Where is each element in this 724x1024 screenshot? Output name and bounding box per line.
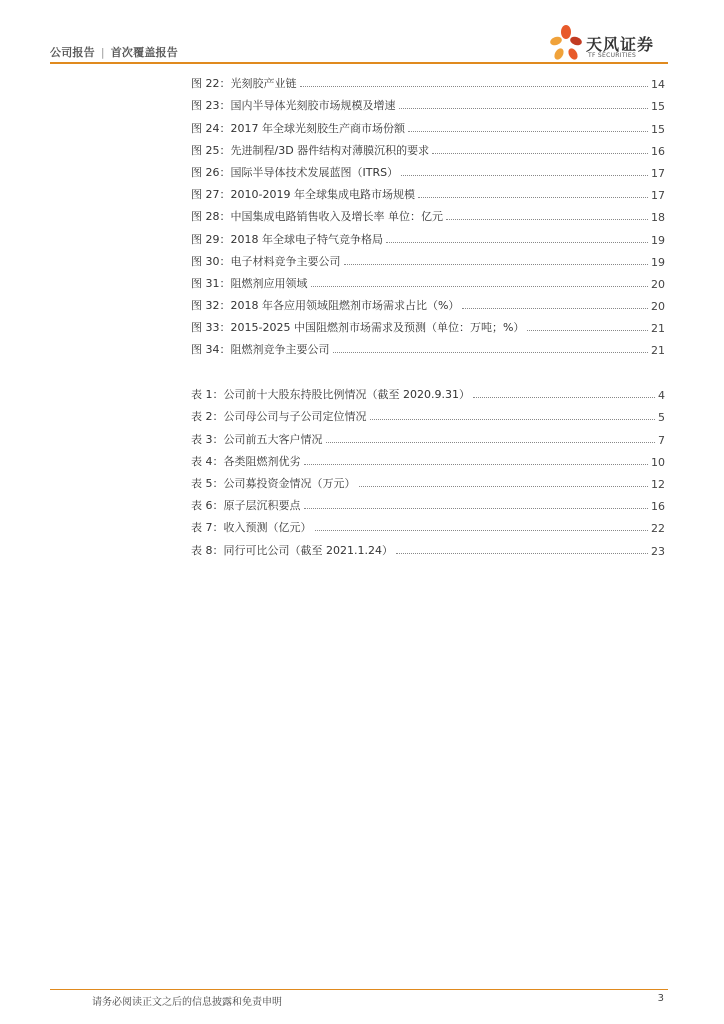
entry-label: 表 2：公司母公司与子公司定位情况 xyxy=(191,410,367,424)
leader-dots xyxy=(386,242,648,243)
entry-page: 17 xyxy=(651,189,665,203)
entry-label: 表 3：公司前五大客户情况 xyxy=(191,432,323,446)
entry-page: 19 xyxy=(651,233,665,247)
figure-entry[interactable] xyxy=(191,180,665,202)
leader-dots xyxy=(473,397,655,398)
figure-entry[interactable] xyxy=(191,291,665,313)
figure-entry[interactable] xyxy=(191,158,665,180)
entry-label: 图 31：阻燃剂应用领域 xyxy=(191,276,308,290)
table-entry[interactable] xyxy=(191,535,665,557)
entry-page: 10 xyxy=(651,455,665,469)
entry-page: 20 xyxy=(651,277,665,291)
entry-page: 20 xyxy=(651,300,665,314)
entry-page: 7 xyxy=(658,433,665,447)
brand-name-en: TF SECURITIES xyxy=(588,52,637,59)
table-entry[interactable] xyxy=(191,424,665,446)
entry-page: 15 xyxy=(651,100,665,114)
header-rule xyxy=(50,62,668,64)
footer-rule xyxy=(50,989,668,990)
brand-logo xyxy=(548,22,668,66)
entry-page: 4 xyxy=(658,389,665,403)
page-number: 3 xyxy=(657,993,664,1004)
figure-entry[interactable] xyxy=(191,136,665,158)
table-entry[interactable] xyxy=(191,447,665,469)
entry-label: 表 4：各类阻燃剂优劣 xyxy=(191,454,301,468)
report-subcategory: 首次覆盖报告 xyxy=(110,46,178,59)
leader-dots xyxy=(344,264,649,265)
table-entry[interactable] xyxy=(191,469,665,491)
leader-dots xyxy=(315,530,649,531)
entry-page: 5 xyxy=(658,411,665,425)
leader-dots xyxy=(359,486,649,487)
leader-dots xyxy=(418,197,648,198)
leader-dots xyxy=(446,219,648,220)
leader-dots xyxy=(304,464,649,465)
entry-label: 图 33：2015-2025 中国阻燃剂市场需求及预测（单位：万吨；%） xyxy=(191,321,525,335)
leader-dots xyxy=(300,86,649,87)
report-type xyxy=(50,44,178,60)
figure-entry[interactable] xyxy=(191,113,665,135)
entry-label: 图 27：2010-2019 年全球集成电路市场规模 xyxy=(191,188,415,202)
table-index xyxy=(191,380,665,558)
table-entry[interactable] xyxy=(191,380,665,402)
header-separator: | xyxy=(100,46,105,59)
entry-label: 图 28：中国集成电路销售收入及增长率 单位：亿元 xyxy=(191,210,443,224)
figure-entry[interactable] xyxy=(191,247,665,269)
figure-entry[interactable] xyxy=(191,91,665,113)
leader-dots xyxy=(401,175,648,176)
entry-page: 21 xyxy=(651,322,665,336)
leader-dots xyxy=(396,553,648,554)
leader-dots xyxy=(399,108,649,109)
entry-page: 23 xyxy=(651,544,665,558)
figure-entry[interactable] xyxy=(191,335,665,357)
table-entry[interactable] xyxy=(191,402,665,424)
leader-dots xyxy=(326,442,656,443)
entry-page: 17 xyxy=(651,166,665,180)
table-entry[interactable] xyxy=(191,513,665,535)
entry-page: 12 xyxy=(651,477,665,491)
leader-dots xyxy=(370,419,656,420)
entry-label: 图 23：国内半导体光刻胶市场规模及增速 xyxy=(191,99,396,113)
entry-label: 图 24：2017 年全球光刻胶生产商市场份额 xyxy=(191,121,405,135)
entry-label: 表 7：收入预测（亿元） xyxy=(191,521,312,535)
flower-logo-icon xyxy=(548,24,584,64)
entry-page: 22 xyxy=(651,522,665,536)
entry-page: 15 xyxy=(651,122,665,136)
entry-label: 表 8：同行可比公司（截至 2021.1.24） xyxy=(191,543,393,557)
figure-entry[interactable] xyxy=(191,269,665,291)
entry-label: 图 22：光刻胶产业链 xyxy=(191,77,297,91)
leader-dots xyxy=(462,308,648,309)
leader-dots xyxy=(527,330,648,331)
figure-entry[interactable] xyxy=(191,224,665,246)
entry-label: 图 29：2018 年全球电子特气竞争格局 xyxy=(191,232,383,246)
figure-entry[interactable] xyxy=(191,69,665,91)
leader-dots xyxy=(408,131,648,132)
brand-name: 天风证券 xyxy=(586,35,655,54)
entry-page: 19 xyxy=(651,255,665,269)
leader-dots xyxy=(304,508,649,509)
leader-dots xyxy=(432,153,648,154)
entry-label: 图 34：阻燃剂竞争主要公司 xyxy=(191,343,330,357)
leader-dots xyxy=(311,286,649,287)
entry-label: 图 30：电子材料竞争主要公司 xyxy=(191,254,341,268)
entry-label: 图 32：2018 年各应用领域阻燃剂市场需求占比（%） xyxy=(191,299,460,313)
entry-label: 表 1：公司前十大股东持股比例情况（截至 2020.9.31） xyxy=(191,388,470,402)
entry-page: 14 xyxy=(651,78,665,92)
table-entry[interactable] xyxy=(191,491,665,513)
figure-index xyxy=(191,69,665,357)
entry-label: 表 6：原子层沉积要点 xyxy=(191,499,301,513)
entry-label: 图 26：国际半导体技术发展蓝图（ITRS） xyxy=(191,165,399,179)
entry-page: 18 xyxy=(651,211,665,225)
footer-disclaimer: 请务必阅读正文之后的信息披露和免责申明 xyxy=(92,997,282,1008)
leader-dots xyxy=(333,352,649,353)
figure-entry[interactable] xyxy=(191,202,665,224)
entry-page: 21 xyxy=(651,344,665,358)
entry-label: 表 5：公司募投资金情况（万元） xyxy=(191,476,356,490)
entry-label: 图 25：先进制程/3D 器件结构对薄膜沉积的要求 xyxy=(191,143,430,157)
figure-entry[interactable] xyxy=(191,313,665,335)
entry-page: 16 xyxy=(651,144,665,158)
report-category: 公司报告 xyxy=(50,46,95,59)
page-header xyxy=(50,35,668,62)
entry-page: 16 xyxy=(651,500,665,514)
